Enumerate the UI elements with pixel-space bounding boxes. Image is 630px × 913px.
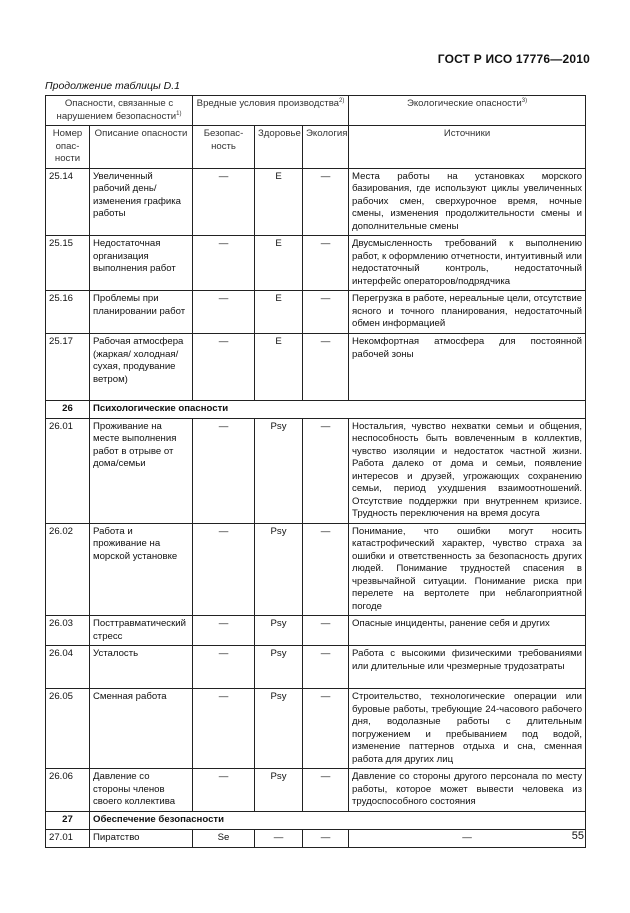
row-sources: Строительство, технологические операции или буровые работы, требующие 24-часового рабочего дня, водолазные работы с длительным погружением и пребыванием под водой, изменение паттернов отдыха и сна, сменная работа для других лиц	[349, 689, 586, 769]
section-number: 26	[46, 401, 90, 419]
row-description: Сменная работа	[90, 689, 193, 769]
page-number: 55	[571, 830, 584, 842]
section-number: 27	[46, 812, 90, 830]
row-sources: Некомфортная атмосфера для постоянной рабочей зоны	[349, 334, 586, 401]
header-environmental-group: Экологические опасности$^{3)}$	[349, 96, 586, 126]
header-row-columns	[46, 126, 586, 169]
row-number: 25.16	[46, 291, 90, 334]
row-description: Посттравматический стресс	[90, 616, 193, 646]
row-safety: —	[193, 523, 255, 616]
row-health: Psy	[255, 523, 303, 616]
hazards-table	[45, 95, 586, 848]
row-number: 26.03	[46, 616, 90, 646]
section-row	[46, 812, 586, 830]
row-health: Psy	[255, 689, 303, 769]
table-continuation-caption: Продолжение таблицы D.1	[45, 80, 180, 92]
table-row	[46, 168, 586, 236]
row-ecology: —	[303, 769, 349, 812]
header-harmful-conditions-group: Вредные условия производства$^{2)}$	[193, 96, 349, 126]
row-ecology: —	[303, 689, 349, 769]
row-health: Psy	[255, 418, 303, 523]
row-safety: —	[193, 168, 255, 236]
row-number: 26.06	[46, 769, 90, 812]
row-ecology: —	[303, 334, 349, 401]
row-safety: —	[193, 769, 255, 812]
row-ecology: —	[303, 829, 349, 847]
table-row	[46, 646, 586, 689]
row-description: Недостаточная организация выполнения работ	[90, 236, 193, 291]
row-sources: Работа с высокими физическими требованиями или длительные или чрезмерные трудозатраты	[349, 646, 586, 689]
row-health: E	[255, 168, 303, 236]
row-description: Усталость	[90, 646, 193, 689]
row-sources: Опасные инциденты, ранение себя и других	[349, 616, 586, 646]
table-row	[46, 236, 586, 291]
header-ecology: Экология	[303, 126, 349, 169]
row-ecology: —	[303, 523, 349, 616]
row-ecology: —	[303, 418, 349, 523]
row-number: 25.17	[46, 334, 90, 401]
row-ecology: —	[303, 236, 349, 291]
row-safety: —	[193, 291, 255, 334]
table-row	[46, 769, 586, 812]
row-ecology: —	[303, 168, 349, 236]
row-health: —	[255, 829, 303, 847]
table-row	[46, 829, 586, 847]
table-row	[46, 418, 586, 523]
table-row	[46, 334, 586, 401]
row-sources: Давление со стороны другого персонала по месту работы, которое может вывести человека из трудоспособного состояния	[349, 769, 586, 812]
section-title: Психологические опасности	[90, 401, 586, 419]
row-description: Пиратство	[90, 829, 193, 847]
row-description: Работа и проживание на морской установке	[90, 523, 193, 616]
header-sources: Источники	[349, 126, 586, 169]
row-health: Psy	[255, 646, 303, 689]
row-sources: Ностальгия, чувство нехватки семьи и общения, неспособность быть вовлеченным в коллектив, чувство изоляции и недостаток частной жизни. Работа далеко от дома и семьи, появление интересов и друзей, угрожающих сохранению семьи, период ухудшения взаимоотношений. Отсутствие поддержки при внутреннем кризисе. Трудность переключения на время досуга	[349, 418, 586, 523]
row-safety: —	[193, 418, 255, 523]
row-ecology: —	[303, 646, 349, 689]
row-description: Проблемы при планировании работ	[90, 291, 193, 334]
row-health: E	[255, 334, 303, 401]
row-description: Увеличенный рабочий день/ изменения графика работы	[90, 168, 193, 236]
table-row	[46, 523, 586, 616]
header-safety-group: Опасности, связанные с нарушением безопасности$^{1)}$	[46, 96, 193, 126]
row-health: E	[255, 291, 303, 334]
row-health: Psy	[255, 769, 303, 812]
row-safety: Se	[193, 829, 255, 847]
section-title: Обеспечение безопасности	[90, 812, 586, 830]
row-safety: —	[193, 646, 255, 689]
row-number: 26.05	[46, 689, 90, 769]
header-safety: Безопас-ность	[193, 126, 255, 169]
row-description: Проживание на месте выполнения работ в отрыве от дома/семьи	[90, 418, 193, 523]
table-row	[46, 689, 586, 769]
row-description: Давление со стороны членов своего коллектива	[90, 769, 193, 812]
row-safety: —	[193, 689, 255, 769]
row-sources: Двусмысленность требований к выполнению работ, к оформлению отчетности, интуитивный или недостаточный контроль, недостаточный интерфейс операторов/подрядчика	[349, 236, 586, 291]
header-row-groups	[46, 96, 586, 126]
row-sources: Понимание, что ошибки могут носить катастрофический характер, чувство страха за ошибки и ответственность за безопасность других людей. Понимание трудностей спасения в чрезвычайной ситуации. Понимание риска при перелете на вертолете при неблагоприятной погоде	[349, 523, 586, 616]
header-description: Описание опасности	[90, 126, 193, 169]
row-number: 26.04	[46, 646, 90, 689]
row-safety: —	[193, 616, 255, 646]
row-health: E	[255, 236, 303, 291]
header-number: Номер опас-ности	[46, 126, 90, 169]
row-number: 25.14	[46, 168, 90, 236]
row-number: 26.02	[46, 523, 90, 616]
header-health: Здоровье	[255, 126, 303, 169]
row-number: 26.01	[46, 418, 90, 523]
row-sources: Перегрузка в работе, нереальные цели, отсутствие ясного и точного планирования, недостаточный обмен информацией	[349, 291, 586, 334]
table-row	[46, 616, 586, 646]
row-description: Рабочая атмосфера (жаркая/ холодная/ сухая, продувание ветром)	[90, 334, 193, 401]
table-row	[46, 291, 586, 334]
row-sources: —	[349, 829, 586, 847]
row-safety: —	[193, 236, 255, 291]
section-row	[46, 401, 586, 419]
row-health: Psy	[255, 616, 303, 646]
row-number: 27.01	[46, 829, 90, 847]
row-ecology: —	[303, 291, 349, 334]
row-safety: —	[193, 334, 255, 401]
row-sources: Места работы на установках морского базирования, где используют циклы увеличенных рабочих смен, сверхурочное время, ночные смены, изменения продолжительности смены и дополнительные смены	[349, 168, 586, 236]
standard-code: ГОСТ Р ИСО 17776—2010	[437, 52, 590, 66]
row-ecology: —	[303, 616, 349, 646]
row-number: 25.15	[46, 236, 90, 291]
